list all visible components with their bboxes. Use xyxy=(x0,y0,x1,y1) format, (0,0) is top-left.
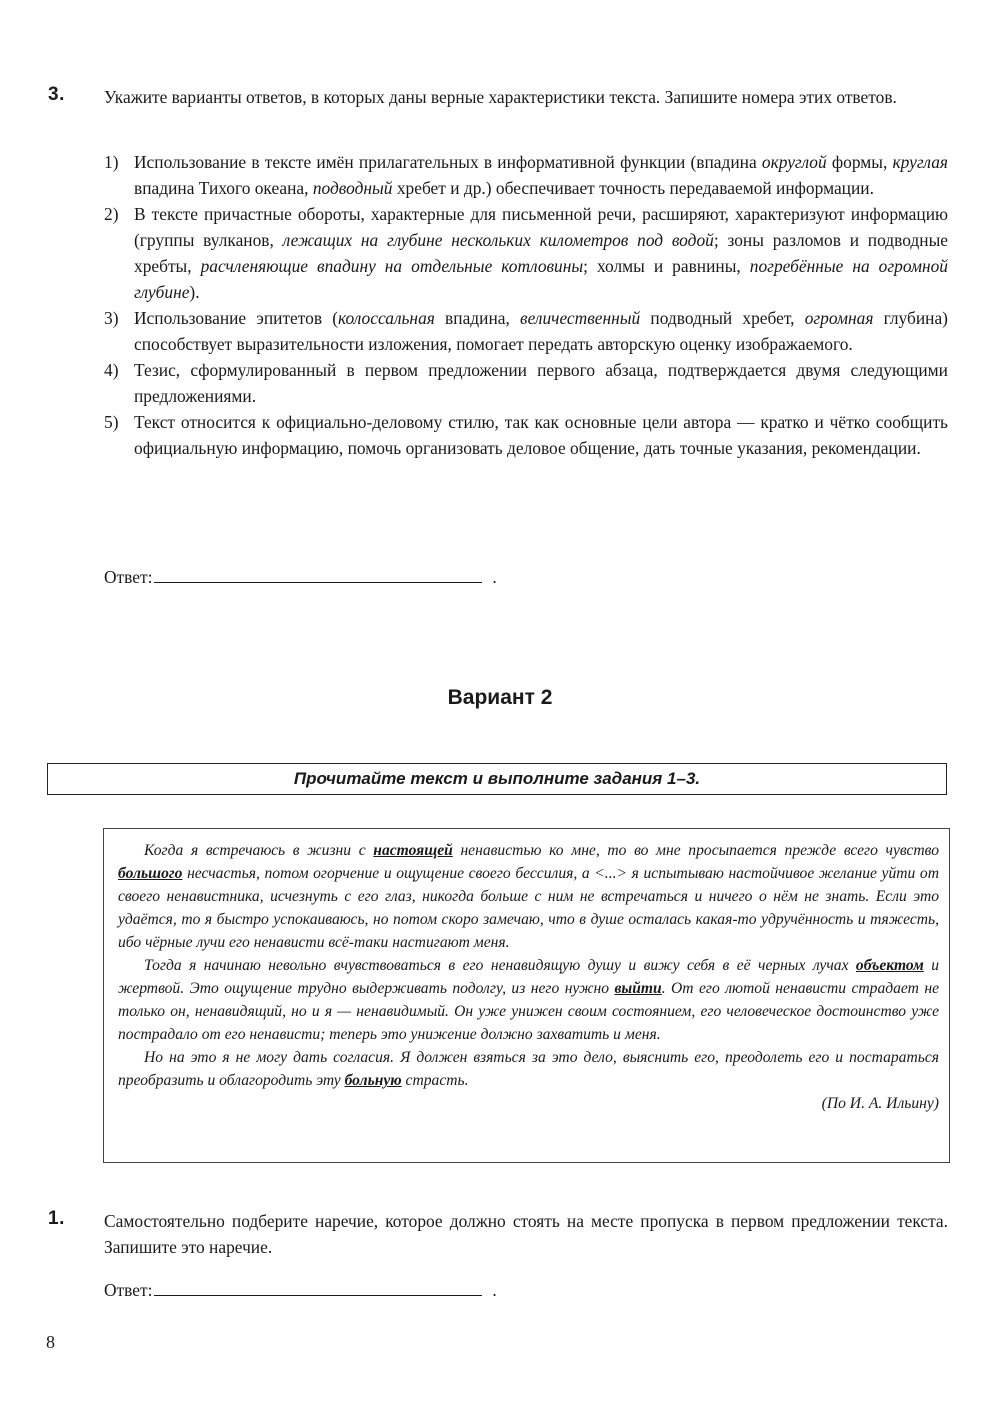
option-text xyxy=(134,201,948,305)
page-number: 8 xyxy=(46,1332,55,1352)
highlighted-word: большого xyxy=(118,865,183,882)
answer-label: Ответ: xyxy=(104,1280,153,1300)
option-text-fragment: впадина Тихого океана, xyxy=(134,178,313,198)
answer-label: Ответ: xyxy=(104,567,153,587)
highlighted-word: настоящей xyxy=(373,842,453,859)
italic-example: подводный xyxy=(312,178,393,198)
answer-field-task-3[interactable] xyxy=(104,564,497,590)
option-number: 2) xyxy=(104,204,119,224)
task-1 xyxy=(48,1208,948,1260)
italic-example: колоссальная xyxy=(338,308,435,328)
passage-text: Тогда я начинаю невольно вчувствоваться в его ненавидящую душу и вижу себя в её черных лучах xyxy=(144,957,856,974)
option-text-fragment: Использование эпитетов ( xyxy=(134,308,339,328)
answer-blank-line[interactable] xyxy=(154,564,482,583)
passage-text: страсть. xyxy=(401,1072,469,1089)
passage-text: Когда я встречаюсь в жизни с xyxy=(144,842,374,859)
task-question: Укажите варианты ответов, в которых даны верные характеристики текста. Запишите номера этих ответов. xyxy=(104,87,897,107)
option-text-fragment: В тексте причастные обороты, характерные для письменной речи, расширяют, характеризуют информацию (группы вулканов, xyxy=(134,204,948,250)
highlighted-word: объектом xyxy=(855,957,924,974)
passage-text: несчастья, потом огорчение и ощущение своего бессилия, а <...> я испытываю настойчивое желание уйти от своего ненавистника, исчезнуть с его глаз, никогда больше с ним не встречаться и ничего о нём не знать. Если это удаётся, то я быстро успокаиваюсь, но потом скоро замечаю, что в душе осталась какая-то удручённость и тяжесть, ибо чёрные лучи его ненависти всё-таки настигают меня. xyxy=(118,865,939,951)
passage-text: . От его лютой ненависти страдает не только он, ненавидящий, но и я — ненавидимый. Он уже унижен своим состоянием, его человеческое достоинство уже пострадало от его ненависти; теперь это унижение должно захватить и меня. xyxy=(118,980,939,1043)
answer-option xyxy=(104,201,948,305)
answer-options-list xyxy=(104,149,948,461)
passage-text: Но на это я не могу дать согласия. Я должен взяться за это дело, выяснить его, преодолеть его и постараться преобразить и облагородить эту xyxy=(118,1049,939,1089)
answer-blank-line[interactable] xyxy=(154,1277,482,1296)
answer-option xyxy=(104,305,948,357)
option-text-fragment: хребет и др.) обеспечивает точность передаваемой информации. xyxy=(392,178,874,198)
reading-passage xyxy=(103,828,950,1163)
option-number: 5) xyxy=(104,412,119,432)
option-text-fragment: Использование в тексте имён прилагательных в информативной функции (впадина xyxy=(134,152,762,172)
italic-example: величественный xyxy=(520,308,641,328)
passage-paragraph xyxy=(118,954,939,1046)
task-number: 3. xyxy=(48,84,65,105)
italic-example: расчленяющие впадину на отдельные котловины xyxy=(200,256,584,276)
highlighted-word: больную xyxy=(344,1072,402,1089)
option-text xyxy=(134,149,948,201)
task-3 xyxy=(48,84,948,110)
task-question: Самостоятельно подберите наречие, которое должно стоять на месте пропуска в первом предложении текста. Запишите это наречие. xyxy=(104,1211,948,1257)
answer-option xyxy=(104,357,948,409)
answer-field-task-1[interactable] xyxy=(104,1277,497,1303)
passage-text: ненавистью ко мне, то во мне просыпается прежде всего чувство xyxy=(452,842,939,859)
passage-paragraphs xyxy=(118,839,939,1092)
answer-option xyxy=(104,149,948,201)
option-text xyxy=(134,357,948,409)
option-number: 1) xyxy=(104,152,119,172)
italic-example: огромная xyxy=(804,308,874,328)
italic-example: округлой xyxy=(761,152,827,172)
italic-example: круглая xyxy=(892,152,948,172)
passage-paragraph xyxy=(118,839,939,954)
answer-period: . xyxy=(492,1280,497,1300)
option-text-fragment: ; зоны разломов и подводные хребты, xyxy=(134,230,948,276)
option-text-fragment: ). xyxy=(189,282,200,302)
passage-paragraph xyxy=(118,1046,939,1092)
passage-text: и жертвой. Это ощущение трудно выдерживать подолгу, из него нужно xyxy=(118,957,939,997)
answer-option xyxy=(104,409,948,461)
option-text-fragment: глубина) способствует выразительности изложения, помогает передать авторскую оценку изображаемого. xyxy=(134,308,948,354)
italic-example: лежащих на глубине нескольких километров под водой xyxy=(282,230,714,250)
option-number: 4) xyxy=(104,360,119,380)
option-text-fragment: Текст относится к официально-деловому стилю, так как основные цели автора — кратко и чётко сообщить официальную информацию, помочь организовать деловое общение, дать точные указания, рекомендации. xyxy=(134,412,948,458)
option-number: 3) xyxy=(104,308,119,328)
italic-example: погребённые на огромной глубине xyxy=(134,256,948,302)
answer-period: . xyxy=(492,567,497,587)
instruction-box: Прочитайте текст и выполните задания 1–3. xyxy=(47,763,947,795)
option-text-fragment: формы, xyxy=(826,152,893,172)
option-text-fragment: ; холмы и равнины, xyxy=(583,256,750,276)
option-text xyxy=(134,305,948,357)
option-text-fragment: подводный хребет, xyxy=(640,308,805,328)
option-text xyxy=(134,409,948,461)
task-number: 1. xyxy=(48,1208,65,1229)
variant-title: Вариант 2 xyxy=(447,686,553,709)
passage-source: (По И. А. Ильину) xyxy=(821,1095,939,1112)
option-text-fragment: впадина, xyxy=(434,308,521,328)
highlighted-word: выйти xyxy=(614,980,662,997)
option-text-fragment: Тезис, сформулированный в первом предложении первого абзаца, подтверждается двумя следующими предложениями. xyxy=(134,360,948,406)
